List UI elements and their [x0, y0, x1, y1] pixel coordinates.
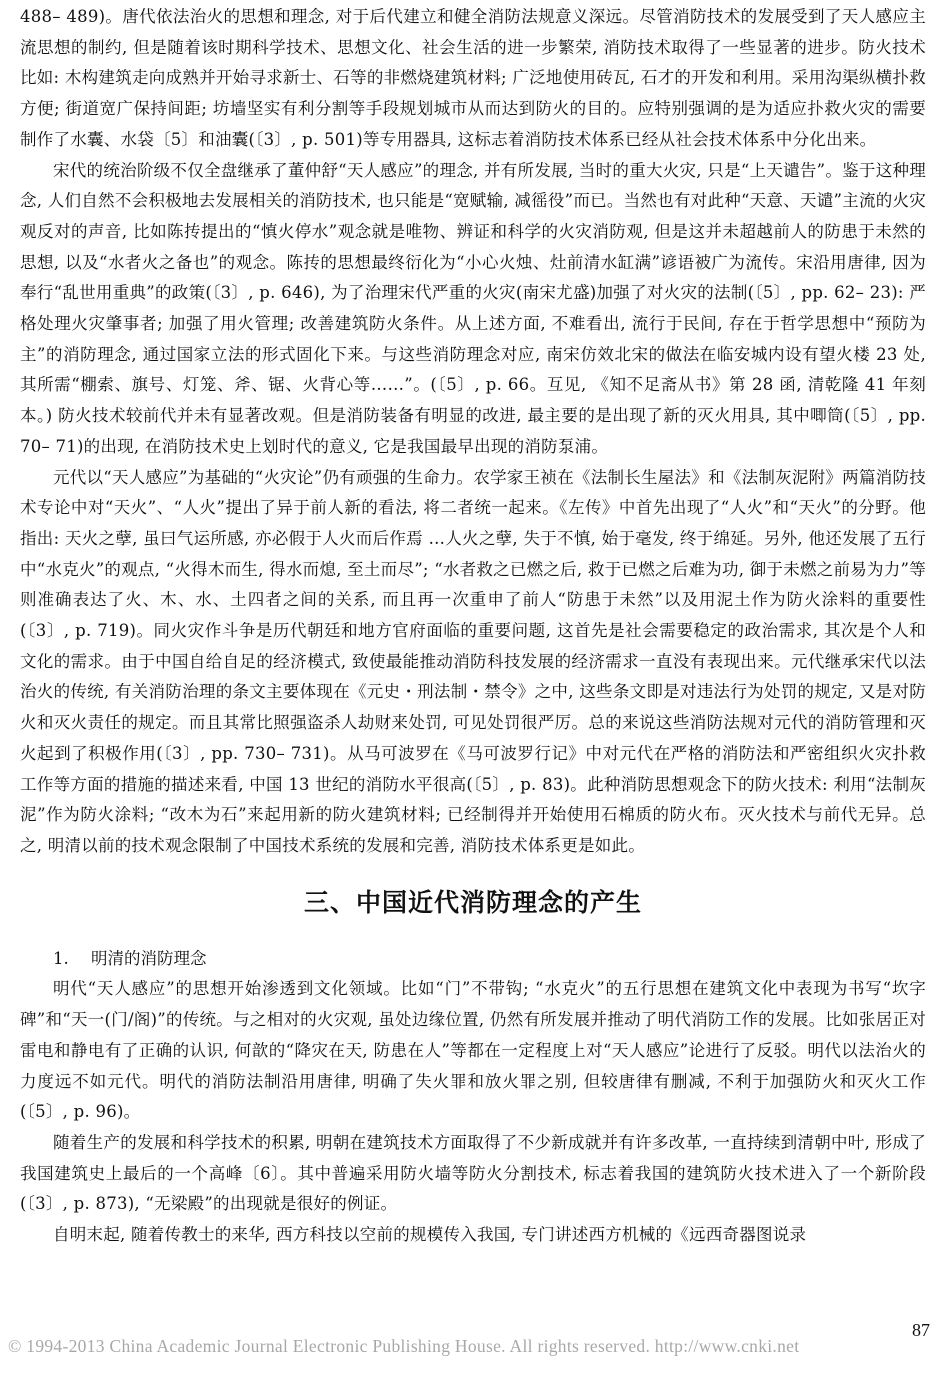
copyright-notice: © 1994-2013 China Academic Journal Electronic Publishing House. All rights reserved. http://www.cnki.net	[8, 1336, 800, 1356]
section-heading: 三、中国近代消防理念的产生	[303, 887, 642, 917]
page-number: 87	[912, 1320, 930, 1340]
page-body	[20, 0, 926, 1251]
body-paragraph: 自明末起, 随着传教士的来华, 西方科技以空前的规模传入我国, 专门讲述西方机械的《远西奇器图说录	[53, 1225, 807, 1245]
body-paragraph: 随着生产的发展和科学技术的积累, 明朝在建筑技术方面取得了不少新成就并有许多改革, 一直持续到清朝中叶, 形成了我国建筑史上最后的一个高峰〔6〕。其中普遍采用防火墙等防火分割技术, 标志着我国的建筑防火技术进入了一个新阶段(〔3〕, p. 873), “无梁殿”的出现就是很好的例证。	[20, 1132, 926, 1214]
subsection-heading	[20, 944, 926, 975]
subsection-number: 1.	[53, 948, 69, 968]
body-paragraph: 元代以“天人感应”为基础的“火灾论”仍有顽强的生命力。农学家王祯在《法制长生屋法》和《法制灰泥附》两篇消防技术专论中对“天火”、“人火”提出了异于前人新的看法, 将二者统一起来。《左传》中首先出现了“人火”和“天火”的分野。他指出: 天火之孽, 虽曰气运所感, 亦必假于人火而后作焉 …人火之孽, 失于不慎, 始于毫发, 终于绵延。另外, 他还发展了五行中“水克火”的观点, “火得木而生, 得水而熄, 至土而尽”; “水者救之已燃之后, 救于已燃之后难为功, 御于未燃之前易为力”等则准确表达了火、木、水、土四者之间的关系, 而且再一次重申了前人“防患于未然”以及用泥土作为防火涂料的重要性(〔3〕, p. 719)。同火灾作斗争是历代朝廷和地方官府面临的重要问题, 这首先是社会需要稳定的政治需求, 其次是个人和文化的需求。由于中国自给自足的经济模式, 致使最能推动消防科技发展的经济需求一直没有表现出来。元代继承宋代以法治火的传统, 有关消防治理的条文主要体现在《元史・刑法制・禁令》之中, 这些条文即是对违法行为处罚的规定, 又是对防火和灭火责任的规定。而且其常比照强盗杀人劫财来处罚, 可见处罚很严厉。总的来说这些消防法规对元代的消防管理和灭火起到了积极作用(〔3〕, pp. 730– 731)。从马可波罗在《马可波罗行记》中对元代在严格的消防法和严密组织火灾扑救工作等方面的措施的描述来看, 中国 13 世纪的消防水平很高(〔5〕, p. 83)。此种消防思想观念下的防火技术: 利用“法制灰泥”作为防火涂料; “改木为石”来起用新的防火建筑材料; 已经制得并开始使用石棉质的防火布。灭火技术与前代无异。总之, 明清以前的技术观念限制了中国技术系统的发展和完善, 消防技术体系更是如此。	[20, 467, 926, 855]
body-paragraph: 488– 489)。唐代依法治火的思想和理念, 对于后代建立和健全消防法规意义深远。尽管消防技术的发展受到了天人感应主流思想的制约, 但是随着该时期科学技术、思想文化、社会生活的进一步繁荣, 消防技术取得了一些显著的进步。防火技术比如: 木构建筑走向成熟并开始寻求新士、石等的非燃烧建筑材料; 广泛地使用砖瓦, 石才的开发和利用。采用沟渠纵横扑救方便; 街道宽广保持间距; 坊墙坚实有利分割等手段规划城市从而达到防火的目的。应特别强调的是为适应扑救火灾的需要制作了水囊、水袋〔5〕和油囊(〔3〕, p. 501)等专用器具, 这标志着消防技术体系已经从社会技术体系中分化出来。	[20, 7, 926, 149]
body-paragraph: 宋代的统治阶级不仅全盘继承了董仲舒“天人感应”的理念, 并有所发展, 当时的重大火灾, 只是“上天谴告”。鉴于这种理念, 人们自然不会积极地去发展相关的消防技术, 也只能是“宽赋输, 减徭役”而已。当然也有对此种“天意、天谴”主流的火灾观反对的声音, 比如陈抟提出的“慎火停水”观念就是唯物、辨证和科学的火灾消防观, 但是这并未超越前人的防患于未然的思想, 以及“水者火之备也”的观念。陈抟的思想最终衍化为“小心火烛、灶前清水缸满”谚语被广为流传。宋沿用唐律, 因为奉行“乱世用重典”的政策(〔3〕, p. 646), 为了治理宋代严重的火灾(南宋尤盛)加强了对火灾的法制(〔5〕, pp. 62– 23): 严格处理火灾肇事者; 加强了用火管理; 改善建筑防火条件。从上述方面, 不难看出, 流行于民间, 存在于哲学思想中“预防为主”的消防理念, 通过国家立法的形式固化下来。与这些消防理念对应, 南宋仿效北宋的做法在临安城内设有望火楼 23 处, 其所需“棚索、旗号、灯笼、斧、锯、火背心等……”。(〔5〕, p. 66。互见, 《知不足斋从书》第 28 函, 清乾隆 41 年刻本。) 防火技术较前代并未有显著改观。但是消防装备有明显的改进, 最主要的是出现了新的灭火用具, 其中唧筒(〔5〕, pp. 70– 71)的出现, 在消防技术史上划时代的意义, 它是我国最早出现的消防泵浦。	[20, 160, 926, 456]
page-footer	[8, 1322, 942, 1362]
body-paragraph: 明代“天人感应”的思想开始渗透到文化领域。比如“门”不带钩; “水克火”的五行思想在建筑文化中表现为书写“坎字碑”和“天一(门/阁)”的传统。与之相对的火灾观, 虽处边缘位置, 仍然有所发展并推动了明代消防工作的发展。比如张居正对雷电和静电有了正确的认识, 何歆的“降灾在天, 防患在人”等都在一定程度上对“天人感应”论进行了反驳。明代以法治火的力度远不如元代。明代的消防法制沿用唐律, 明确了失火罪和放火罪之别, 但较唐律有删减, 不利于加强防火和灭火工作(〔5〕, p. 96)。	[20, 979, 926, 1122]
subsection-title: 明清的消防理念	[91, 948, 207, 968]
